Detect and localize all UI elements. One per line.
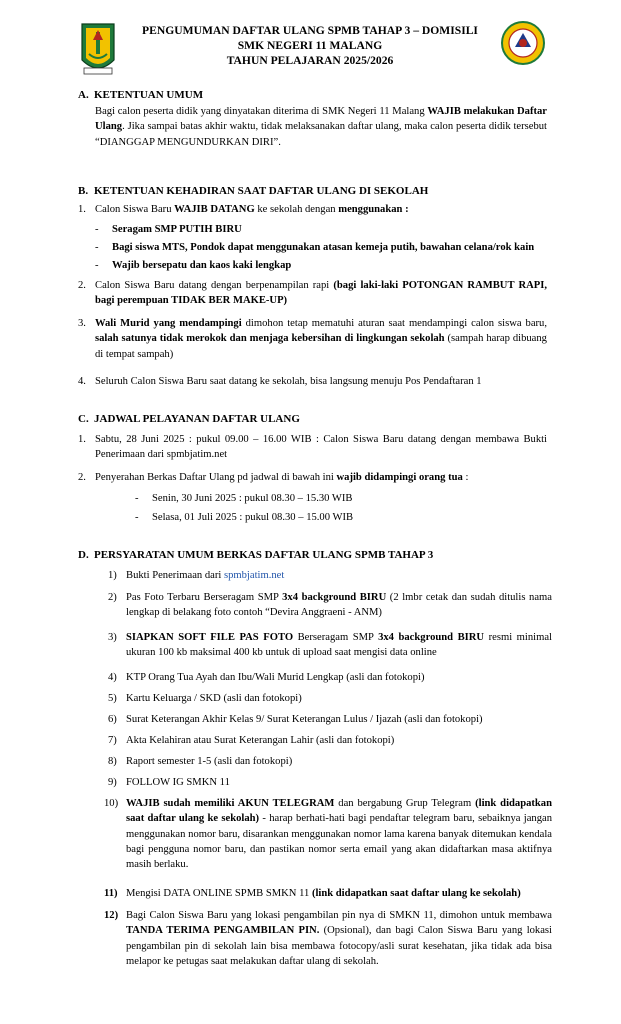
schedule-day-2: Selasa, 01 Juli 2025 : pukul 08.30 – 15.00 WIB bbox=[152, 512, 354, 523]
bullet-dash: - bbox=[135, 493, 139, 504]
requirement-number: 11) bbox=[104, 888, 118, 899]
requirement-number: 1) bbox=[108, 570, 117, 581]
title-line-1: PENGUMUMAN DAFTAR ULANG SPMB TAHAP 3 – DOMISILI bbox=[142, 24, 478, 37]
jawa-timur-seal-icon bbox=[78, 20, 118, 78]
requirement-10: WAJIB sudah memiliki AKUN TELEGRAM dan bergabung Grup Telegram (link didapatkan saat daftar ulang ke sekolah) - harap berhati-hati bagi pendaftar telegram baru, sebaiknya jangan menggunakan nomor baru, disarankan menggunakan nomor lama karena banyak ditemukan kendala bagi pengguna nomor baru, dan pastikan nomor serta email yang akan didaftarkan masa aktifnya masih berlaku. bbox=[126, 798, 552, 871]
section-a-paragraph: Bagi calon peserta didik yang dinyatakan diterima di SMK Negeri 11 Malang WAJIB melakukan Daftar Ulang. Jika sampai batas akhir waktu, tidak melaksanakan daftar ulang, maka calon peserta didik tersebut “DIANGGAP MENGUNDURKAN DIRI”. bbox=[95, 106, 547, 148]
requirement-number: 3) bbox=[108, 632, 117, 643]
section-c-item-1: Sabtu, 28 Juni 2025 : pukul 09.00 – 16.00 WIB : Calon Siswa Baru datang dengan membawa Bukti Penerimaan dari spmbjatim.net bbox=[95, 434, 547, 461]
title-line-3: TAHUN PELAJARAN 2025/2026 bbox=[226, 53, 394, 67]
uniform-item-1: Seragam SMP PUTIH BIRU bbox=[112, 224, 242, 235]
requirement-number: 2) bbox=[108, 592, 117, 603]
section-b-item-number: 1. bbox=[78, 204, 86, 215]
requirement-1: Bukti Penerimaan dari spmbjatim.net bbox=[126, 570, 285, 581]
requirement-number: 5) bbox=[108, 693, 117, 704]
requirement-12: Bagi Calon Siswa Baru yang lokasi pengambilan pin nya di SMKN 11, dimohon untuk membawa TANDA TERIMA PENGAMBILAN PIN. (Opsional), dan bagi Calon Siswa Baru yang lokasi pengambilan pin di sekolah lain bisa membawa fotocopy/asli surat kesehatan, jika tidak ada bisa melapor ke petugas saat melakukan daftar ulang di sekolah. bbox=[126, 910, 553, 968]
requirement-5: Kartu Keluarga / SKD (asli dan fotokopi) bbox=[126, 693, 302, 704]
requirement-number: 7) bbox=[108, 735, 117, 746]
requirement-number: 9) bbox=[108, 777, 117, 788]
section-c-item-2: Penyerahan Berkas Daftar Ulang pd jadwal di bawah ini wajib didampingi orang tua : bbox=[95, 472, 469, 483]
requirement-9: FOLLOW IG SMKN 11 bbox=[126, 777, 230, 788]
requirement-number: 10) bbox=[104, 798, 119, 809]
bullet-dash: - bbox=[95, 260, 99, 271]
section-c-item-number: 2. bbox=[78, 472, 86, 483]
document-title bbox=[120, 24, 500, 68]
requirement-number: 6) bbox=[108, 714, 117, 725]
bullet-dash: - bbox=[95, 242, 99, 253]
requirement-4: KTP Orang Tua Ayah dan Ibu/Wali Murid Lengkap (asli dan fotokopi) bbox=[126, 672, 425, 683]
section-b-item-1: Calon Siswa Baru WAJIB DATANG ke sekolah dengan menggunakan : bbox=[95, 204, 409, 215]
requirement-2: Pas Foto Terbaru Berseragam SMP 3x4 background BIRU (2 lmbr cetak dan sudah ditulis nama lengkap di belakang foto contoh “Devira Anggraeni - ANM) bbox=[126, 592, 552, 619]
section-b-item-3: Wali Murid yang mendampingi dimohon tetap mematuhi aturan saat mendampingi calon siswa baru, salah satunya tidak merokok dan menjaga kebersihan di lingkungan sekolah (sampah harap dibuang di tempat sampah) bbox=[95, 318, 548, 360]
uniform-item-2: Bagi siswa MTS, Pondok dapat menggunakan atasan kemeja putih, bawahan celana/rok kain bbox=[112, 242, 535, 253]
bullet-dash: - bbox=[135, 512, 139, 523]
requirement-8: Raport semester 1-5 (asli dan fotokopi) bbox=[126, 756, 293, 767]
section-c-title: C. JADWAL PELAYANAN DAFTAR ULANG bbox=[78, 413, 300, 425]
requirement-number: 12) bbox=[104, 910, 119, 921]
section-b-title: B. KETENTUAN KEHADIRAN SAAT DAFTAR ULANG DI SEKOLAH bbox=[78, 185, 429, 197]
section-b-item-4: Seluruh Calon Siswa Baru saat datang ke sekolah, bisa langsung menuju Pos Pendaftaran 1 bbox=[95, 376, 482, 387]
spmbjatim-link[interactable]: spmbjatim.net bbox=[223, 570, 285, 581]
section-b-item-number: 3. bbox=[78, 318, 86, 329]
schedule-day-1: Senin, 30 Juni 2025 : pukul 08.30 – 15.30 WIB bbox=[152, 493, 353, 504]
requirement-number: 4) bbox=[108, 672, 117, 683]
section-b-item-2: Calon Siswa Baru datang dengan berpenampilan rapi (bagi laki-laki POTONGAN RAMBUT RAPI, bagi perempuan TIDAK BER MAKE-UP) bbox=[95, 280, 547, 307]
bullet-dash: - bbox=[95, 224, 99, 235]
section-b-item-number: 2. bbox=[78, 280, 86, 291]
section-c-item-number: 1. bbox=[78, 434, 86, 445]
smkn11-malang-logo-icon bbox=[500, 20, 546, 66]
requirement-7: Akta Kelahiran atau Surat Keterangan Lahir (asli dan fotokopi) bbox=[126, 735, 395, 746]
section-a-title: A. KETENTUAN UMUM bbox=[78, 89, 204, 101]
requirement-number: 8) bbox=[108, 756, 117, 767]
section-b-item-number: 4. bbox=[78, 376, 86, 387]
requirement-3: SIAPKAN SOFT FILE PAS FOTO Berseragam SMP 3x4 background BIRU resmi minimal ukuran 100 kb maksimal 400 kb untuk di upload saat mengisi data online bbox=[126, 632, 552, 659]
uniform-item-3: Wajib bersepatu dan kaos kaki lengkap bbox=[112, 260, 292, 271]
document-header bbox=[0, 0, 621, 80]
requirement-6: Surat Keterangan Akhir Kelas 9/ Surat Keterangan Lulus / Ijazah (asli dan fotokopi) bbox=[126, 714, 483, 725]
requirement-11: Mengisi DATA ONLINE SPMB SMKN 11 (link didapatkan saat daftar ulang ke sekolah) bbox=[126, 888, 521, 899]
section-d-title: D. PERSYARATAN UMUM BERKAS DAFTAR ULANG SPMB TAHAP 3 bbox=[78, 549, 434, 561]
title-line-2: SMK NEGERI 11 MALANG bbox=[237, 38, 383, 52]
